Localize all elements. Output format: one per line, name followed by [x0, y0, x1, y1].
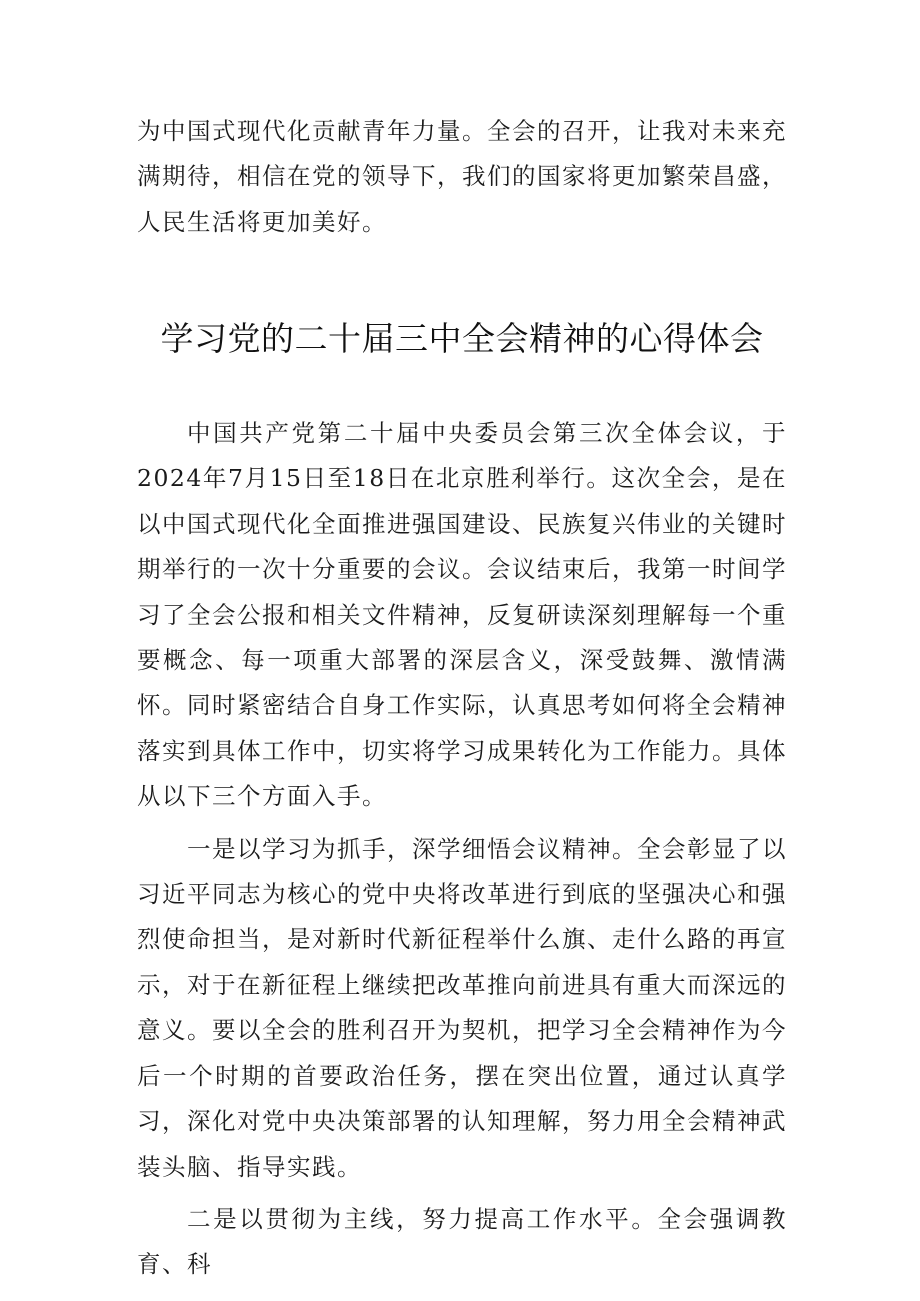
body-paragraph-intro: 中国共产党第二十届中央委员会第三次全体会议，于2024年7月15日至18日在北京胜利举行。这次全会，是在以中国式现代化全面推进强国建设、民族复兴伟业的关键时期举行的一次十分重要的会议。会议结束后，我第一时间学习了全会公报和相关文件精神，反复研读深刻理解每一个重要概念、每一项重大部署的深层含义，深受鼓舞、激情满怀。同时紧密结合自身工作实际，认真思考如何将全会精神落实到具体工作中，切实将学习成果转化为工作能力。具体从以下三个方面入手。	[137, 419, 787, 811]
lead-paragraph: 为中国式现代化贡献青年力量。全会的召开，让我对未来充满期待，相信在党的领导下，我们的国家将更加繁荣昌盛，人民生活将更加美好。	[137, 117, 787, 236]
article-body	[137, 411, 787, 1288]
body-paragraph-point-one: 一是以学习为抓手，深学细悟会议精神。全会彰显了以习近平同志为核心的党中央将改革进行到底的坚强决心和强烈使命担当，是对新时代新征程举什么旗、走什么路的再宣示，对于在新征程上继续把改革推向前进具有重大而深远的意义。要以全会的胜利召开为契机，把学习全会精神作为今后一个时期的首要政治任务，摆在突出位置，通过认真学习，深化对党中央决策部署的认知理解，努力用全会精神武装头脑、指导实践。	[137, 834, 787, 1181]
body-paragraph-point-two: 二是以贯彻为主线，努力提高工作水平。全会强调教育、科	[137, 1204, 787, 1279]
page-title: 学习党的二十届三中全会精神的心得体会	[160, 319, 764, 358]
